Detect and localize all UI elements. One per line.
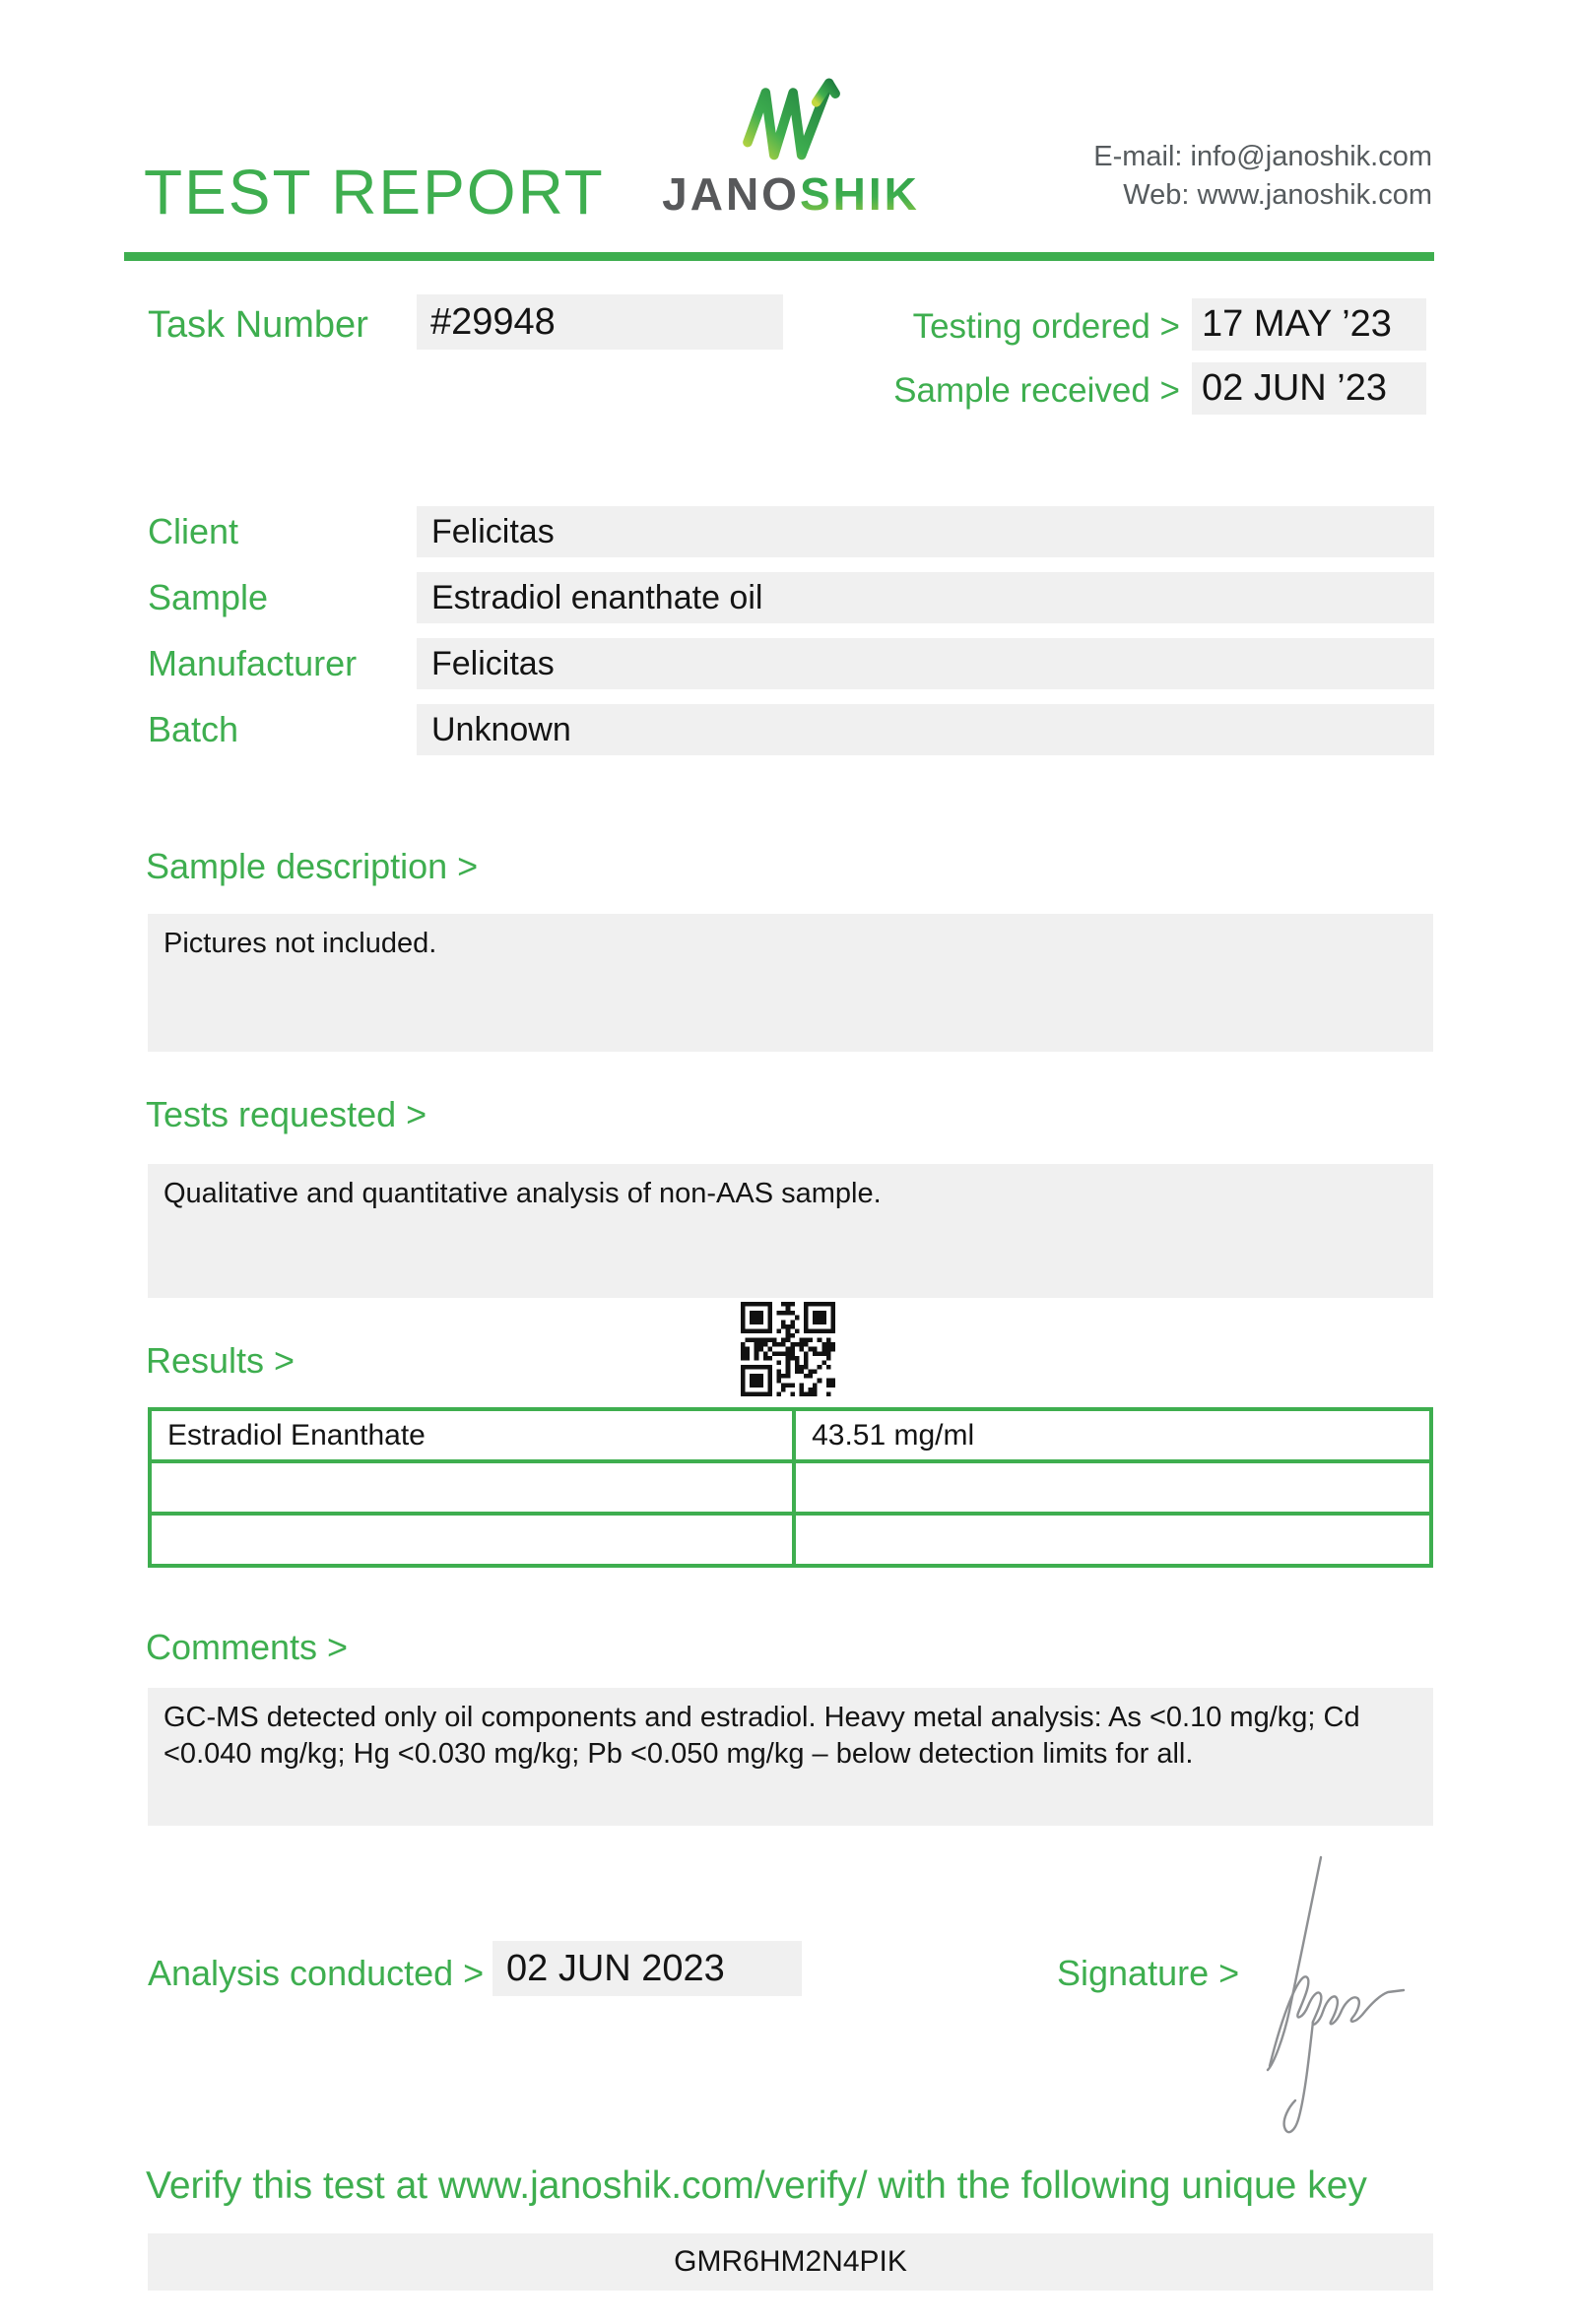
results-heading: Results > (146, 1340, 296, 1381)
contact-web: Web: www.janoshik.com (1123, 179, 1432, 211)
analysis-conducted-box (492, 1941, 802, 1996)
unique-key-box (148, 2233, 1433, 2291)
header-rule (124, 252, 1434, 261)
sample-received-value: 02 JUN ’23 (1202, 367, 1387, 409)
testing-ordered-label: Testing ordered > (912, 307, 1180, 346)
brand-name-green: SHIK (799, 168, 920, 220)
sample-description-box (148, 914, 1433, 1052)
verify-instruction: Verify this test at www.janoshik.com/verify/ with the following unique key (146, 2164, 1367, 2207)
unique-key-value: GMR6HM2N4PIK (674, 2245, 907, 2278)
tests-requested-text: Qualitative and quantitative analysis of non-AAS sample. (164, 1178, 882, 1209)
sample-received-box (1192, 362, 1426, 415)
results-table (148, 1407, 1433, 1568)
sample-received-label: Sample received > (893, 371, 1180, 410)
result-value-cell: 43.51 mg/ml (794, 1409, 1431, 1461)
signature-image (1256, 1845, 1409, 2141)
analysis-conducted-value: 02 JUN 2023 (506, 1948, 725, 1989)
brand-logo (638, 77, 944, 221)
results-row-2 (150, 1461, 1431, 1514)
manufacturer-label: Manufacturer (148, 643, 358, 683)
result-value-cell-empty (794, 1514, 1431, 1566)
sample-description-heading: Sample description > (146, 846, 479, 886)
page-title: TEST REPORT (144, 157, 605, 227)
task-number-label: Task Number (148, 304, 368, 346)
results-row-1 (150, 1409, 1431, 1461)
result-substance-cell-empty (150, 1461, 794, 1514)
task-number-box (417, 294, 783, 350)
comments-heading: Comments > (146, 1627, 349, 1667)
client-value: Felicitas (417, 506, 1434, 557)
comments-box (148, 1688, 1433, 1826)
info-row-manufacturer (0, 638, 1576, 689)
result-substance-cell: Estradiol Enanthate (150, 1409, 794, 1461)
info-row-sample (0, 572, 1576, 623)
results-row-3 (150, 1514, 1431, 1566)
sample-label: Sample (148, 577, 269, 617)
signature-label: Signature > (1057, 1953, 1240, 1993)
sample-description-text: Pictures not included. (164, 928, 437, 959)
task-number-value: #29948 (430, 301, 556, 343)
analysis-conducted-label: Analysis conducted > (148, 1953, 485, 1993)
brand-name-gray: JANO (662, 168, 800, 220)
info-row-client (0, 506, 1576, 557)
manufacturer-value: Felicitas (417, 638, 1434, 689)
info-row-batch (0, 704, 1576, 755)
batch-value: Unknown (417, 704, 1434, 755)
tests-requested-box (148, 1164, 1433, 1298)
batch-label: Batch (148, 709, 239, 749)
contact-block (1093, 138, 1432, 215)
testing-ordered-box (1192, 298, 1426, 351)
tests-requested-heading: Tests requested > (146, 1094, 427, 1134)
sample-value: Estradiol enanthate oil (417, 572, 1434, 623)
testing-ordered-value: 17 MAY ’23 (1202, 303, 1392, 345)
result-value-cell-empty (794, 1461, 1431, 1514)
brand-name (638, 167, 944, 221)
qr-code-image (741, 1302, 835, 1396)
comments-text: GC-MS detected only oil components and estradiol. Heavy metal analysis: As <0.10 mg/kg; Cd <0.040 mg/kg; Hg <0.030 mg/kg; Pb <0.050 mg/kg – below detection limits for all. (164, 1702, 1360, 1770)
result-substance-cell-empty (150, 1514, 794, 1566)
contact-email: E-mail: info@janoshik.com (1093, 141, 1432, 172)
client-label: Client (148, 511, 239, 551)
chart-growth-icon (742, 77, 840, 163)
